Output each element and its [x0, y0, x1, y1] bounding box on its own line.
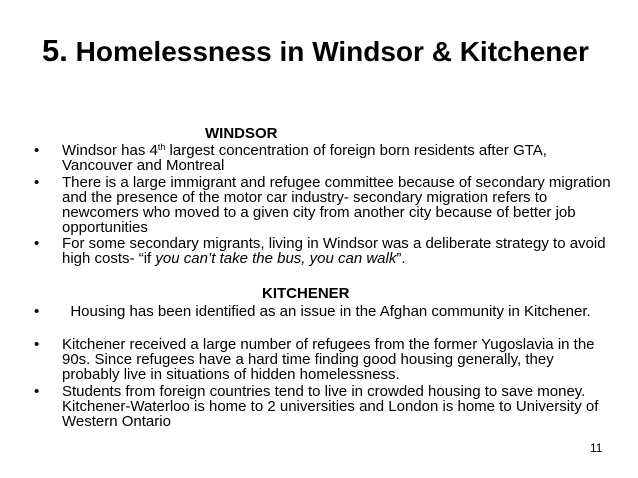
bullet-text: Students from foreign countries tend to live in crowded housing to save money. Kitchener-Waterloo is home to 2 universities and London is home to University of Western Ontario	[62, 383, 599, 430]
bullet-text: There is a large immigrant and refugee committee because of secondary migration and the presence of the motor car industry- secondary migration refers to newcomers who moved to a given city from another city because of better job opportunities	[62, 174, 611, 236]
windsor-bullet-3	[34, 236, 614, 266]
bullet-text: Kitchener received a large number of refugees from the former Yugoslavia in the 90s. Since refugees have a hard time finding good housing generally, they probably live in situations of hidden homelessness.	[62, 336, 595, 383]
bullet-marker: •	[34, 303, 40, 320]
bullet-text: For some secondary migrants, living in Windsor was a deliberate strategy to avoid high costs- “if you can’t take the bus, you can walk”.	[62, 235, 606, 267]
kitchener-bullet-3	[34, 384, 614, 429]
bullet-text: Housing has been identified as an issue in the Afghan community in Kitchener.	[62, 303, 591, 320]
kitchener-bullet-2	[34, 337, 614, 382]
kitchener-heading: KITCHENER	[262, 285, 350, 302]
title-text: Homelessness in Windsor & Kitchener	[75, 36, 589, 67]
bullet-marker: •	[34, 174, 40, 191]
kitchener-bullet-1	[34, 304, 614, 319]
title-number: 5.	[42, 33, 68, 68]
ordinal-suffix: th	[157, 142, 166, 152]
windsor-bullet-1	[34, 143, 614, 173]
page-number: 11	[590, 441, 603, 455]
bullet-text: Windsor has 4th largest concentration of foreign born residents after GTA, Vancouver and Montreal	[62, 142, 547, 174]
bullet-marker: •	[34, 235, 40, 252]
windsor-heading: WINDSOR	[205, 125, 278, 142]
slide-title	[42, 34, 622, 69]
bullet-marker: •	[34, 142, 40, 159]
bullet-marker: •	[34, 383, 40, 400]
windsor-bullet-2	[34, 175, 614, 235]
bullet-marker: •	[34, 336, 40, 353]
